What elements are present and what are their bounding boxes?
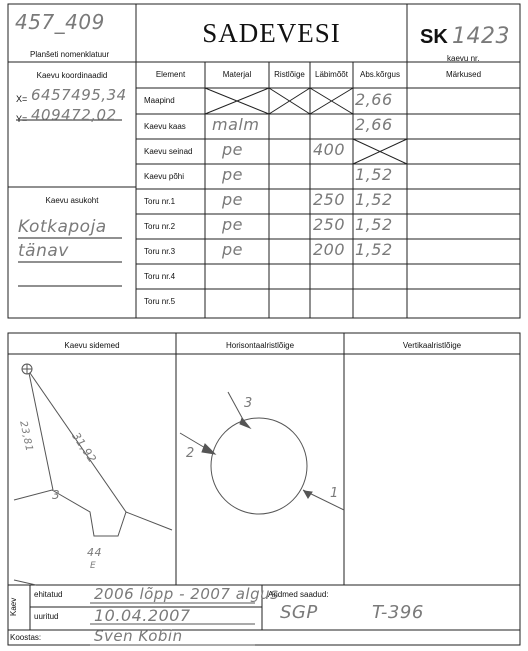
col-header-material: Materjal bbox=[222, 70, 252, 79]
row-material: pe bbox=[222, 240, 243, 259]
row-diameter: 250 bbox=[313, 190, 346, 209]
built-value: 2006 lõpp - 2007 algus bbox=[94, 585, 279, 603]
y-label: Y= bbox=[16, 114, 28, 124]
source-value: SGP bbox=[280, 602, 318, 623]
col-header-diameter: Läbimõõt bbox=[315, 70, 348, 79]
horizontal-section-label: Horisontaalristlõige bbox=[225, 341, 295, 350]
connections-label: Kaevu sidemed bbox=[64, 341, 120, 350]
location-line-2: tänav bbox=[18, 241, 69, 261]
nomenclature-label: Planšeti nomenklatuur bbox=[30, 50, 110, 59]
row-element: Toru nr.4 bbox=[144, 272, 176, 281]
col-header-element: Element bbox=[155, 70, 186, 79]
nomenclature-value: 457_409 bbox=[15, 10, 105, 34]
col-header-section: Ristlõige bbox=[274, 70, 305, 79]
row-element: Maapind bbox=[144, 96, 175, 105]
house-number: 44 bbox=[87, 546, 102, 559]
dimension-1: 23,81 bbox=[17, 420, 35, 453]
row-elevation: 1,52 bbox=[355, 240, 393, 259]
page-title: SADEVESI bbox=[202, 18, 341, 48]
row-elevation: 1,52 bbox=[355, 165, 393, 184]
row-material: pe bbox=[222, 140, 243, 159]
measured-value: 10.04.2007 bbox=[94, 606, 191, 625]
row-elevation: 1,52 bbox=[355, 215, 393, 234]
source-code: T-396 bbox=[372, 602, 424, 623]
col-header-notes: Märkused bbox=[445, 70, 482, 79]
well-side-label: Kaev bbox=[9, 597, 18, 616]
well-number-label: kaevu nr. bbox=[447, 54, 480, 63]
horizontal-section bbox=[180, 392, 344, 514]
row-element: Toru nr.2 bbox=[144, 222, 176, 231]
author-value: Sven Kobin bbox=[94, 627, 183, 645]
row-material: pe bbox=[222, 165, 243, 184]
row-elevation: 1,52 bbox=[355, 190, 393, 209]
row-elevation: 2,66 bbox=[355, 90, 393, 109]
well-code-prefix: SK bbox=[420, 26, 448, 48]
built-label: ehitatud bbox=[34, 590, 63, 599]
row-diameter: 200 bbox=[313, 240, 346, 259]
pipe-label-1: 1 bbox=[330, 486, 339, 501]
col-header-elevation: Abs.kõrgus bbox=[359, 70, 401, 79]
x-value: 6457495,34 bbox=[31, 86, 127, 104]
source-label: Andmed saadud: bbox=[268, 590, 329, 599]
y-value: 409472,02 bbox=[31, 106, 117, 124]
row-element: Toru nr.5 bbox=[144, 297, 176, 306]
row-material: malm bbox=[212, 115, 260, 134]
row-element: Kaevu seinad bbox=[144, 147, 193, 156]
row-elevation: 2,66 bbox=[355, 115, 393, 134]
row-material: pe bbox=[222, 215, 243, 234]
vertical-section-label: Vertikaalristlõige bbox=[402, 341, 462, 350]
row-material: pe bbox=[222, 190, 243, 209]
row-element: Toru nr.3 bbox=[144, 247, 176, 256]
x-label: X= bbox=[16, 94, 28, 104]
row-diameter: 250 bbox=[313, 215, 346, 234]
pipe-label-2: 2 bbox=[186, 446, 195, 461]
mark-3: 3 bbox=[52, 488, 61, 502]
well-code-number: 1423 bbox=[452, 24, 510, 49]
measured-label: uuritud bbox=[34, 612, 59, 621]
row-diameter: 400 bbox=[313, 140, 346, 159]
row-element: Kaevu kaas bbox=[144, 122, 186, 131]
location-line-1: Kotkapoja bbox=[18, 217, 107, 237]
row-element: Kaevu põhi bbox=[144, 172, 185, 181]
pipe-label-3: 3 bbox=[244, 396, 253, 411]
author-label: Koostas: bbox=[10, 633, 42, 642]
house-letter: E bbox=[90, 561, 97, 571]
location-label: Kaevu asukoht bbox=[45, 196, 99, 205]
coordinates-label: Kaevu koordinaadid bbox=[36, 71, 108, 80]
row-element: Toru nr.1 bbox=[144, 197, 176, 206]
dimension-2: 31,92 bbox=[69, 430, 100, 466]
